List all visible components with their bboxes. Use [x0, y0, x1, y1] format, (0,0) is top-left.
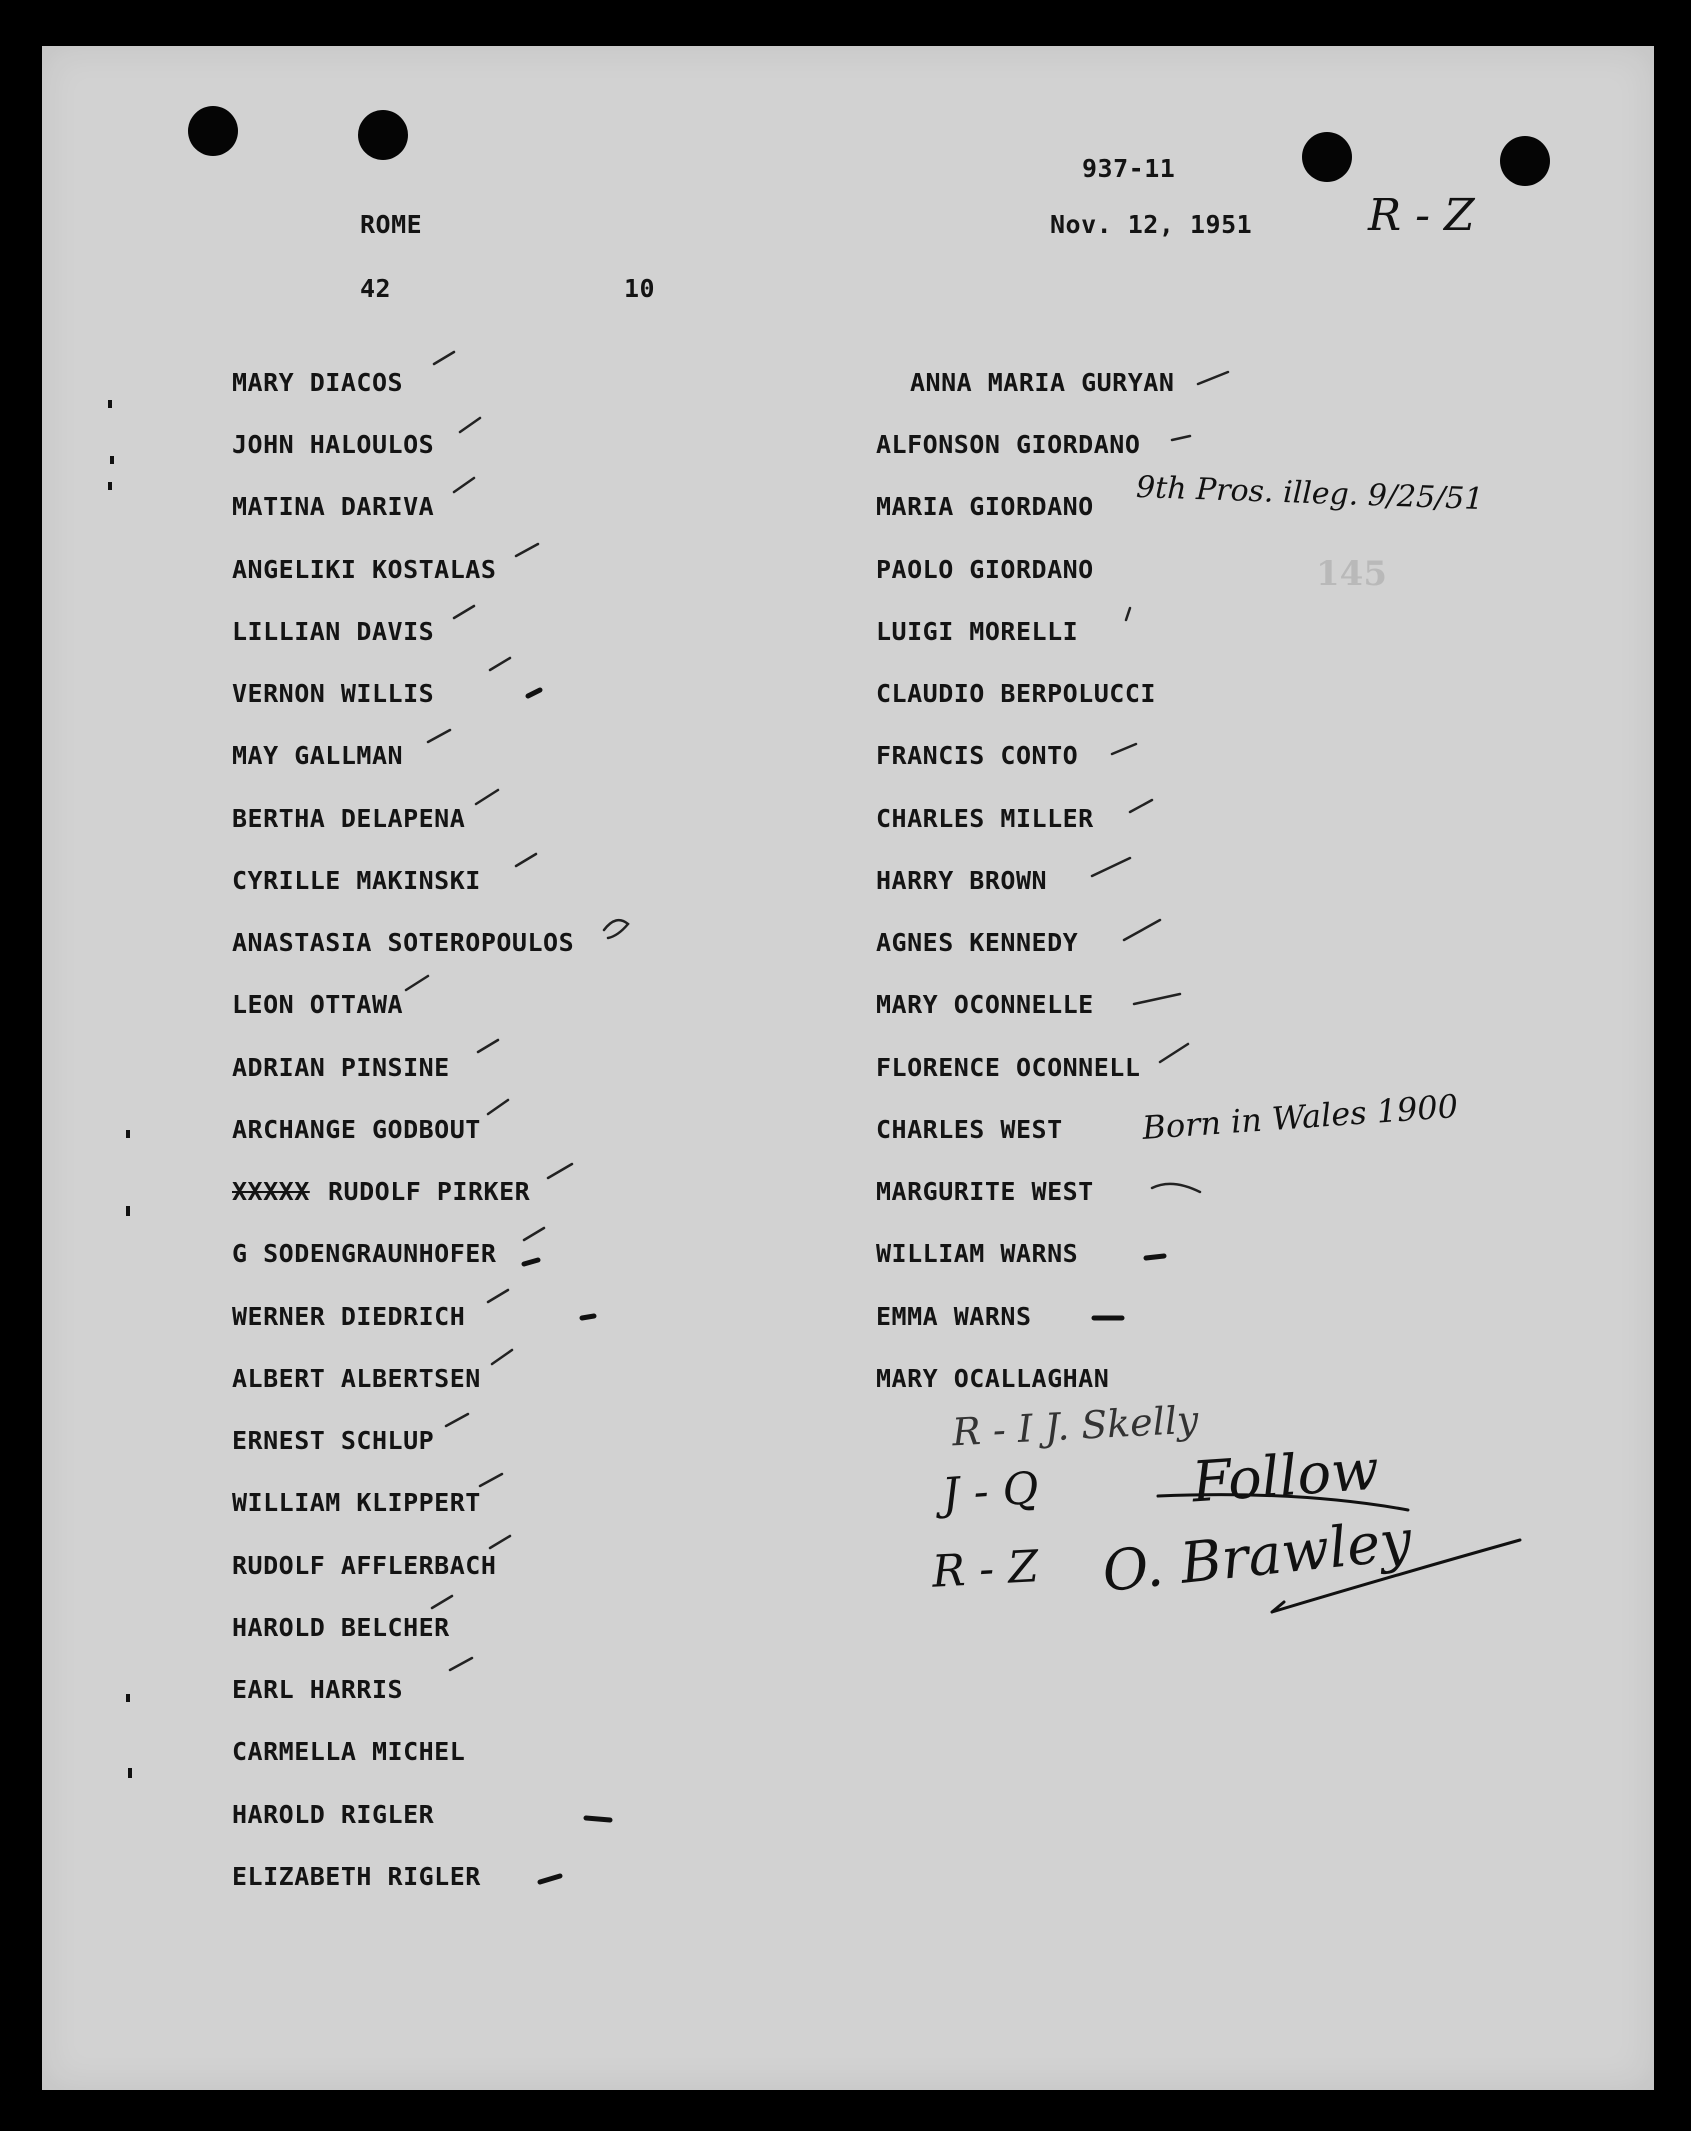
list-item: MARY OCALLAGHAN [876, 1364, 1110, 1393]
list-item: AGNES KENNEDY [876, 928, 1079, 957]
strikeout-text: XXXXX [232, 1177, 310, 1206]
list-item: FLORENCE OCONNELL [876, 1053, 1141, 1082]
list-item: MATINA DARIVA [232, 492, 435, 521]
list-item: CHARLES WEST [876, 1115, 1063, 1144]
list-item: EMMA WARNS [876, 1302, 1032, 1331]
list-item: CYRILLE MAKINSKI [232, 866, 481, 895]
list-item: JOHN HALOULOS [232, 430, 435, 459]
list-item: ERNEST SCHLUP [232, 1426, 435, 1455]
handwritten-note-charles-west: Born in Wales 1900 [1141, 1087, 1460, 1147]
file-number: 937-11 [1082, 154, 1176, 183]
list-item: MARY DIACOS [232, 368, 404, 397]
list-item: ANASTASIA SOTEROPOULOS [232, 928, 575, 957]
list-item: HAROLD BELCHER [232, 1613, 450, 1642]
faint-stamp-number: 145 [1316, 554, 1387, 594]
list-item: FRANCIS CONTO [876, 741, 1079, 770]
list-item: ANGELIKI KOSTALAS [232, 555, 497, 584]
list-item: LEON OTTAWA [232, 990, 404, 1019]
list-item: WILLIAM WARNS [876, 1239, 1079, 1268]
list-item: MARIA GIORDANO [876, 492, 1094, 521]
document-page [42, 46, 1654, 2090]
count-right: 10 [624, 274, 656, 303]
list-item: MAY GALLMAN [232, 741, 404, 770]
list-item: HARRY BROWN [876, 866, 1048, 895]
list-item: BERTHA DELAPENA [232, 804, 466, 833]
list-item: MARY OCONNELLE [876, 990, 1094, 1019]
list-item: ALBERT ALBERTSEN [232, 1364, 481, 1393]
list-item: LUIGI MORELLI [876, 617, 1079, 646]
list-item: RUDOLF PIRKER [328, 1177, 531, 1206]
list-item: HAROLD RIGLER [232, 1800, 435, 1829]
list-item: ALFONSON GIORDANO [876, 430, 1141, 459]
list-item: CARMELLA MICHEL [232, 1737, 466, 1766]
corner-handwritten-mark: R - Z [1368, 190, 1475, 241]
list-item: WERNER DIEDRICH [232, 1302, 466, 1331]
handwritten-note-maria-giordano: 9th Pros. illeg. 9/25/51 [1135, 469, 1485, 518]
count-left: 42 [360, 274, 392, 303]
list-item: RUDOLF AFFLERBACH [232, 1551, 497, 1580]
list-item: ELIZABETH RIGLER [232, 1862, 481, 1891]
list-item: VERNON WILLIS [232, 679, 435, 708]
signature-line-3-initials: R - Z [930, 1541, 1040, 1598]
list-item: ARCHANGE GODBOUT [232, 1115, 481, 1144]
document-date: Nov. 12, 1951 [1050, 210, 1253, 239]
list-item: CLAUDIO BERPOLUCCI [876, 679, 1156, 708]
list-item: LILLIAN DAVIS [232, 617, 435, 646]
list-item: CHARLES MILLER [876, 804, 1094, 833]
list-item: G SODENGRAUNHOFER [232, 1239, 497, 1268]
list-item: WILLIAM KLIPPERT [232, 1488, 481, 1517]
list-item: ADRIAN PINSINE [232, 1053, 450, 1082]
location-heading: ROME [360, 210, 423, 239]
signature-line-2-initials: J - Q [940, 1462, 1041, 1521]
list-item: MARGURITE WEST [876, 1177, 1094, 1206]
list-item: EARL HARRIS [232, 1675, 404, 1704]
signature-line-3-name: O. Brawley [1099, 1507, 1415, 1606]
signature-line-2-name: Follow [1189, 1437, 1382, 1516]
list-item: PAOLO GIORDANO [876, 555, 1094, 584]
check-marks-layer [42, 46, 1654, 2090]
list-item: ANNA MARIA GURYAN [910, 368, 1175, 397]
signature-line-1: R - I J. Skelly [951, 1397, 1200, 1455]
